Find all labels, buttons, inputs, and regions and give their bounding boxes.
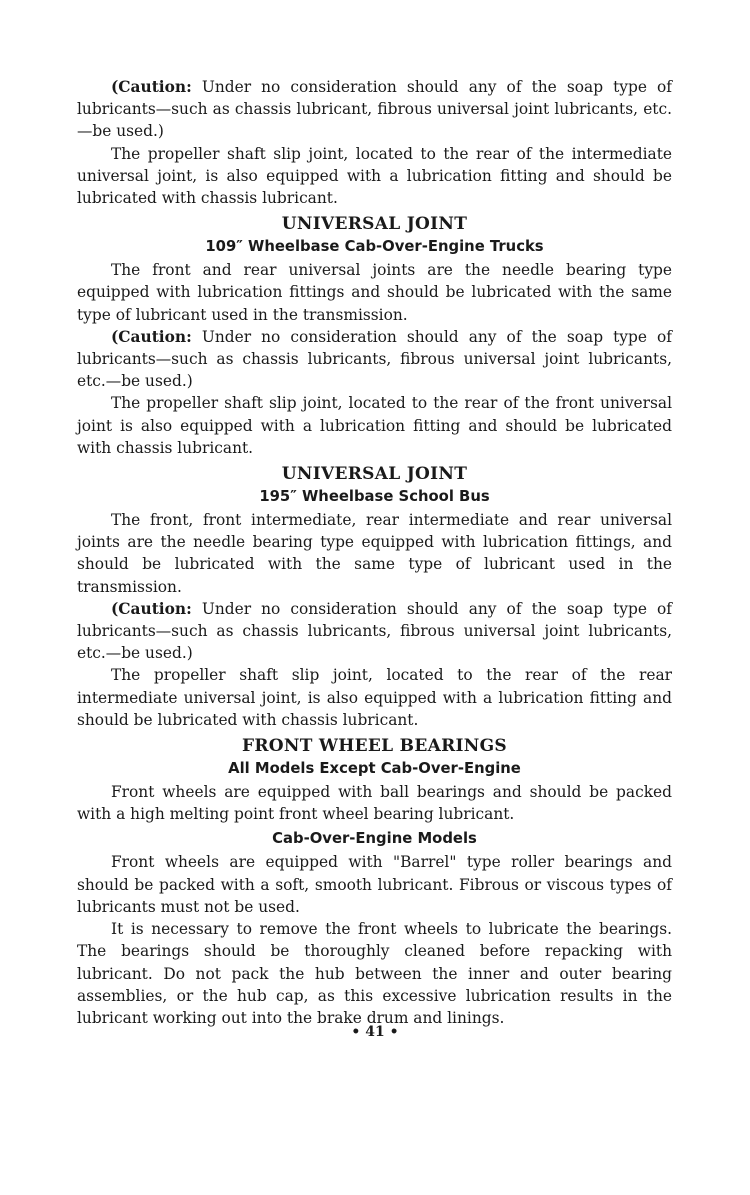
section-subheading: All Models Except Cab-Over-Engine: [228, 760, 521, 778]
body-paragraph: The propeller shaft slip joint, located to the rear of the rear intermediate universal joint, is also equipped with a lubrication fitting and should be lubricated with chassis lubricant.: [77, 666, 672, 729]
section-subheading: 109″ Wheelbase Cab-Over-Engine Trucks: [205, 238, 544, 256]
page-number: • 41 •: [351, 1024, 399, 1040]
section-subheading: Cab-Over-Engine Models: [272, 830, 477, 848]
body-paragraph: Front wheels are equipped with "Barrel" type roller bearings and should be packed with a soft, smooth lubricant. Fibrous or viscous types of lubricants must not be used.: [77, 853, 672, 916]
section-subheading: 195″ Wheelbase School Bus: [259, 488, 490, 506]
section-heading: UNIVERSAL JOINT: [281, 464, 468, 485]
body-paragraph: It is necessary to remove the front wheels to lubricate the bearings. The bearings should be thoroughly cleaned before repacking with lubricant. Do not pack the hub between the inner and outer bearing assemblies, or the hub cap, as this excessive lubrication results in the lubricant working out into the brake drum and linings.: [77, 920, 672, 1027]
slip-joint-paragraph: The propeller shaft slip joint, located to the rear of the intermediate universal joint, is also equipped with a lubrication fitting and should be lubricated with chassis lubricant.: [77, 144, 672, 208]
caution-label: (Caution:: [111, 599, 192, 618]
body-paragraph: The propeller shaft slip joint, located to the rear of the front universal joint is also equipped with a lubrication fitting and should be lubricated with chassis lubricant.: [77, 394, 672, 457]
caution-label: (Caution:: [111, 78, 192, 96]
caution-paragraph: [77, 326, 672, 393]
body-paragraph: Front wheels are equipped with ball bearings and should be packed with a high melting point front wheel bearing lubricant.: [77, 783, 672, 824]
body-paragraph: The front, front intermediate, rear intermediate and rear universal joints are the needle bearing type equipped with lubrication fittings, and should be lubricated with the same type of lubricant used in the transmission.: [77, 511, 672, 596]
body-paragraph: The front and rear universal joints are the needle bearing type equipped with lubrication fittings and should be lubricated with the same type of lubricant used in the transmission.: [77, 261, 672, 324]
section-heading: FRONT WHEEL BEARINGS: [242, 736, 507, 757]
caution-text: Under no consideration should any of the soap type of lubricants—such as chassis lubricant, fibrous universal joint lubricants, etc.—be used.): [77, 78, 672, 141]
caution-text: Under no consideration should any of the soap type of lubricants—such as chassis lubricants, fibrous universal joint lubricants, etc.—be used.): [77, 327, 672, 391]
caution-paragraph: [77, 598, 672, 665]
caution-paragraph: [77, 76, 672, 143]
caution-text: Under no consideration should any of the soap type of lubricants—such as chassis lubricants, fibrous universal joint lubricants, etc.—be used.): [77, 599, 672, 663]
caution-label: (Caution:: [111, 327, 192, 346]
section-heading: UNIVERSAL JOINT: [281, 214, 468, 235]
